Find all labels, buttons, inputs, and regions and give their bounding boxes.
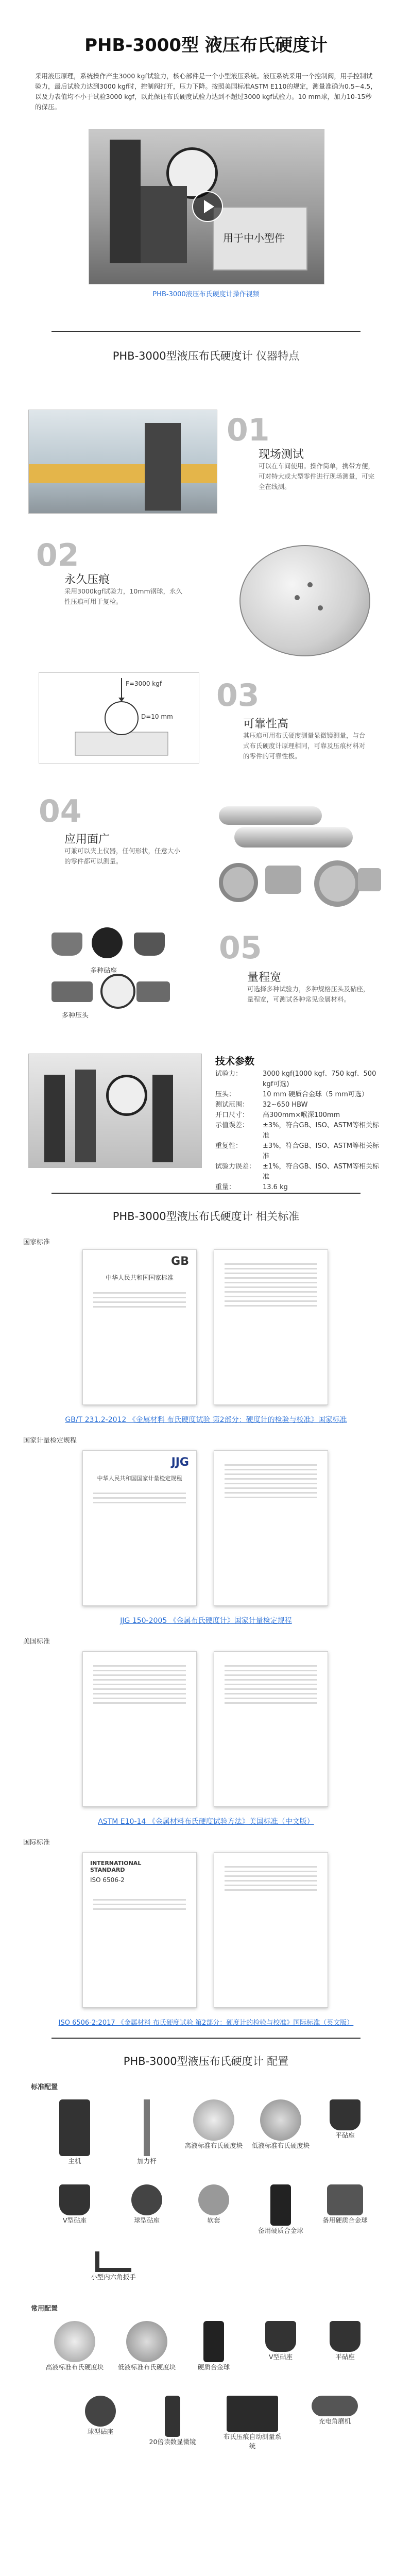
config-item-label: V型砧座 <box>268 2353 293 2361</box>
spec-value: ±3%，符合GB、ISO、ASTM等相关标准 <box>263 1142 380 1160</box>
gauge-image <box>100 974 135 1009</box>
spec-value: 3000 kgf(1000 kgf、750 kgf、500 kgf可选) <box>263 1070 376 1088</box>
doc-line <box>93 1899 186 1901</box>
doc-line <box>225 1889 317 1891</box>
specs-title: 技术参数 <box>215 1056 255 1067</box>
ball-circle <box>105 702 138 735</box>
block-image <box>260 2099 301 2141</box>
features-title-sub: 仪器特点 <box>256 350 300 362</box>
play-button[interactable] <box>192 191 223 222</box>
features-title <box>0 348 412 363</box>
block-image <box>54 2321 95 2362</box>
config-item <box>116 2184 178 2225</box>
section-rule <box>52 331 360 332</box>
feature-title: 可靠性高 <box>243 718 289 731</box>
spec-row <box>215 1162 385 1182</box>
lever-image <box>144 2099 150 2156</box>
ball-holder-image <box>203 2321 224 2362</box>
doc-line <box>93 1292 186 1294</box>
doc-mark: JJG <box>171 1456 189 1469</box>
force-label: F=3000 kgf <box>126 680 162 687</box>
anvil-image <box>330 2099 360 2130</box>
config-item-label: 高液标准布氏硬度块 <box>45 2363 104 2371</box>
spec-value: 13.6 kg <box>263 1183 288 1191</box>
config-item-label: 主机 <box>68 2157 81 2165</box>
indentation-diagram <box>39 672 199 764</box>
spec-row <box>215 1182 385 1193</box>
config-item <box>250 2099 312 2150</box>
standards-title <box>0 1208 412 1224</box>
doc-line <box>93 1688 186 1690</box>
config-item-label: 离液标准布氏硬度块 <box>184 2142 243 2149</box>
doc-line <box>93 1670 186 1671</box>
doc-line <box>225 1497 317 1498</box>
feature-text: 可兼可以夹上仪器，任何形状，任意大小的零件都可以测量。 <box>64 847 181 865</box>
doc-line <box>225 1464 317 1466</box>
standard-doc-cover <box>82 1450 197 1606</box>
diameter-label: D=10 mm <box>141 713 173 720</box>
machine-silhouette <box>75 1070 96 1162</box>
heads-photo <box>52 925 173 1023</box>
ring-image <box>219 863 258 902</box>
machine-silhouette <box>44 1075 65 1162</box>
indent-mark <box>295 595 300 600</box>
config-item <box>314 2321 376 2361</box>
feature-number: 05 <box>219 930 262 966</box>
spec-value: 10 mm 硬质合金球（5 mm可选） <box>263 1091 368 1098</box>
config-item <box>314 2099 376 2140</box>
config-item-label: 低液标准布氏硬度块 <box>251 2142 310 2149</box>
feature-text: 采用3000kgf试验力，10mm钢球，永久性压痕可用于复检。 <box>64 587 183 605</box>
standard-config-label: 标准配置 <box>31 2083 58 2091</box>
standard-link[interactable]: ASTM E10-14 《金属材料布氏硬度试验方法》美国标准（中文版） <box>98 1818 314 1826</box>
indent-mark <box>318 605 323 611</box>
config-item-label: 软套 <box>207 2216 220 2224</box>
doc-line <box>93 1665 186 1667</box>
page-title: PHB-3000型 液压布氏硬度计 <box>84 35 328 56</box>
doc-line <box>225 1478 317 1480</box>
head-image <box>136 981 170 1002</box>
standard-group-label: 国家计量检定规程 <box>23 1437 77 1445</box>
doc-line <box>225 1277 317 1279</box>
test-block-image <box>239 545 370 656</box>
doc-line <box>225 1492 317 1494</box>
config-item-label: 小型内六角扳手 <box>91 2273 136 2281</box>
doc-line <box>93 1908 186 1910</box>
doc-line <box>225 1875 317 1877</box>
spec-key: 压头： <box>215 1091 236 1098</box>
doc-line <box>225 1698 317 1699</box>
feature-number: 04 <box>39 793 82 829</box>
parts-photo <box>214 796 384 904</box>
doc-line <box>225 1670 317 1671</box>
standard-link[interactable]: JJG 150-2005 《金属布氏硬度计》国家计量检定规程 <box>120 1617 292 1625</box>
press-body <box>141 186 187 263</box>
config-item-label: 低液标准布氏硬度块 <box>117 2363 176 2371</box>
spec-row <box>215 1141 385 1162</box>
config-item-label: 布氏压痕自动测量系统 <box>223 2433 282 2450</box>
spec-key: 测试范围： <box>215 1101 249 1109</box>
microscope-image <box>165 2396 180 2437</box>
factory-photo <box>28 410 217 514</box>
anvil-image <box>59 2184 90 2215</box>
standard-doc-cover <box>82 1249 197 1405</box>
config-item <box>183 2184 245 2225</box>
sleeve-image <box>198 2184 229 2215</box>
doc-line <box>225 1263 317 1265</box>
feature-title: 量程宽 <box>247 971 282 984</box>
tester-silhouette <box>145 423 181 511</box>
standard-doc-page <box>214 1651 328 1807</box>
ring-image <box>314 860 360 907</box>
feature-title: 永久压痕 <box>64 573 110 586</box>
specimen-rect <box>75 732 168 755</box>
section-rule <box>52 2038 360 2039</box>
doc-line <box>225 1684 317 1685</box>
anvil-image <box>330 2321 360 2352</box>
spec-value: 32~650 HBW <box>263 1101 308 1109</box>
spec-key: 重量： <box>215 1183 236 1191</box>
doc-title: ISO 6506-2 <box>90 1876 125 1884</box>
config-item-label: 平砧座 <box>335 2131 355 2139</box>
config-item-label: 硬质合金球 <box>197 2363 230 2371</box>
doc-line <box>93 1904 186 1905</box>
doc-line <box>93 1306 186 1308</box>
doc-line <box>225 1885 317 1886</box>
config-item-label: 20倍读数显微镜 <box>149 2438 196 2446</box>
doc-line <box>93 1684 186 1685</box>
doc-line <box>225 1286 317 1288</box>
config-item <box>183 2099 245 2150</box>
doc-line <box>93 1497 186 1499</box>
anvil-image <box>92 927 123 958</box>
config-item-label: 平砧座 <box>335 2353 355 2361</box>
doc-line <box>225 1702 317 1704</box>
section-rule <box>52 1193 360 1194</box>
doc-title: 中华人民共和国国家标准 <box>105 1274 174 1281</box>
doc-line <box>93 1674 186 1676</box>
standard-group-label: 国家标准 <box>23 1239 50 1246</box>
standard-doc-page <box>214 1450 328 1606</box>
config-item <box>44 2099 106 2165</box>
doc-line <box>93 1693 186 1694</box>
standard-doc-page <box>214 1852 328 2008</box>
doc-mark: INTERNATIONAL STANDARD <box>90 1860 142 1873</box>
standard-doc-cover <box>82 1852 197 2008</box>
config-item <box>116 2321 178 2371</box>
doc-line <box>225 1291 317 1293</box>
machines-photo <box>28 1054 202 1168</box>
anvil-image <box>131 2184 162 2215</box>
config-item <box>82 2251 144 2281</box>
config-item-label: 备用硬质合金球 <box>258 2227 303 2234</box>
spec-row <box>215 1090 385 1100</box>
case-image <box>327 2184 363 2215</box>
config-title-sub: 配置 <box>267 2055 289 2067</box>
anvil-image <box>134 933 165 956</box>
gauge-dial <box>106 1075 147 1116</box>
spec-key: 示值误差： <box>215 1122 249 1129</box>
standard-group-label: 美国标准 <box>23 1638 50 1646</box>
doc-line <box>225 1300 317 1302</box>
doc-line <box>225 1871 317 1872</box>
spec-key: 试验力误差： <box>215 1163 256 1171</box>
doc-line <box>225 1688 317 1690</box>
machine-frame <box>110 140 141 263</box>
doc-line <box>225 1282 317 1283</box>
standards-title-main: PHB-3000型液压布氏硬度计 <box>112 1210 253 1223</box>
standards-title-sub: 相关标准 <box>256 1210 300 1223</box>
config-item <box>221 2396 283 2450</box>
grinder-image <box>312 2396 358 2416</box>
doc-line <box>225 1296 317 1297</box>
feature-number: 02 <box>36 537 79 573</box>
doc-line <box>225 1305 317 1307</box>
config-item <box>314 2184 376 2225</box>
spec-value: 高300mm×喉深100mm <box>263 1111 340 1119</box>
doc-line <box>225 1273 317 1274</box>
config-item-label: 备用硬质合金球 <box>322 2216 368 2224</box>
spec-row <box>215 1121 385 1141</box>
video-caption[interactable]: PHB-3000液压布氏硬度计操作视频 <box>152 291 260 298</box>
intro-text: 采用液压原理，系统操作产生3000 kgf试验力，核心部件是一个小型液压系统。液压系统采用一个控制阀，用手控制试验力，最后试验力达到3000 kgf时，控制阀打开，压力下降。按照美国标准ASTM E110的规定，测量准确为0.5~4.5，以及力表值均不小于试验3000 kgf，以此保证布氏硬度试验力达到不超过3000 kgf试验力。10 mm球，加力10-15秒的保压。 <box>35 72 377 111</box>
indent-mark <box>307 582 313 587</box>
anvil-image <box>52 933 82 956</box>
config-item <box>44 2184 106 2225</box>
features-title-main: PHB-3000型液压布氏硬度计 <box>112 350 253 362</box>
doc-line <box>225 1665 317 1667</box>
feature-number: 03 <box>216 677 260 714</box>
part-image <box>358 868 381 891</box>
machine-silhouette <box>152 1075 173 1162</box>
config-title <box>0 2053 412 2069</box>
feature-title: 现场测试 <box>259 448 304 461</box>
standard-link[interactable]: GB/T 231.2-2012 《金属材料 布氏硬度试验 第2部分：硬度计的检验与校准》国家标准 <box>65 1416 347 1424</box>
ball-holder-image <box>270 2184 291 2226</box>
standard-doc-page <box>214 1249 328 1405</box>
doc-line <box>225 1483 317 1484</box>
feature-text: 可选择多种试验力，多种规格压头及砧座，量程宽，可测试各种常见金属材料。 <box>247 985 370 1003</box>
feature-number: 01 <box>227 412 270 448</box>
play-icon <box>204 200 214 213</box>
feature-text: 可以在车间使用。操作简单，携带方便，可对特大或大型零件进行现场测量，可完全在线测。 <box>259 462 375 490</box>
doc-title: 中华人民共和国国家计量检定规程 <box>97 1475 182 1482</box>
measuring-system-image <box>227 2396 278 2432</box>
common-config-label: 常用配置 <box>31 2305 58 2313</box>
anvil-image <box>85 2396 116 2427</box>
config-item-label: 球型砧座 <box>87 2428 113 2435</box>
photo-overlay-text: 用于中小型件 <box>223 232 285 244</box>
block-image <box>193 2099 234 2141</box>
spec-key: 重复性： <box>215 1142 243 1150</box>
spec-row <box>215 1100 385 1110</box>
doc-line <box>225 1487 317 1489</box>
config-item <box>250 2184 312 2235</box>
config-title-main: PHB-3000型液压布氏硬度计 <box>123 2055 264 2067</box>
doc-line <box>225 1473 317 1475</box>
config-item-label: V型砧座 <box>62 2216 87 2224</box>
config-item <box>70 2396 131 2436</box>
spec-row <box>215 1069 385 1090</box>
pipe-image <box>219 806 322 825</box>
config-item <box>250 2321 312 2361</box>
config-item-label: 球型砧座 <box>133 2216 160 2224</box>
doc-line <box>93 1301 186 1303</box>
spec-row <box>215 1110 385 1121</box>
anvil-image <box>265 2321 296 2352</box>
standard-link[interactable]: ISO 6506-2:2017 《金属材料 布氏硬度试验 第2部分：硬度计的检验与校准》国际标准（英文版） <box>58 2019 354 2027</box>
multi-anvil-label: 多种砧座 <box>90 967 117 975</box>
standard-doc-page <box>82 1651 197 1807</box>
doc-line <box>225 1674 317 1676</box>
feature-text: 其压痕可用布氏硬度测量显微镜测量，与台式布氏硬度计原理相同，可靠及压痕材料对的零件的可靠性极。 <box>243 732 366 760</box>
doc-line <box>93 1297 186 1298</box>
doc-line <box>93 1493 186 1494</box>
doc-line <box>225 1866 317 1868</box>
wrench-image <box>95 2251 131 2272</box>
config-item-label: 加力杆 <box>137 2157 157 2165</box>
ball-indent-svg <box>39 673 199 763</box>
doc-line <box>93 1679 186 1681</box>
yellow-rail <box>29 464 217 483</box>
config-item-label: 充电角磨机 <box>318 2417 351 2425</box>
spec-value: ±3%，符合GB、ISO、ASTM等相关标准 <box>263 1122 380 1140</box>
video-thumbnail[interactable] <box>89 129 324 284</box>
pipe-image <box>234 827 353 848</box>
doc-mark: GB <box>171 1255 189 1268</box>
arrow-head <box>118 698 125 702</box>
block-image <box>126 2321 167 2362</box>
standard-group-label: 国际标准 <box>23 1839 50 1846</box>
config-item <box>183 2321 245 2371</box>
doc-line <box>225 1268 317 1269</box>
feature-title: 应用面广 <box>64 833 110 846</box>
specs-table <box>215 1069 385 1193</box>
config-item <box>116 2099 178 2165</box>
multi-head-label: 多种压头 <box>62 1012 89 1020</box>
doc-line <box>225 1880 317 1882</box>
doc-line <box>225 1693 317 1694</box>
config-item <box>304 2396 366 2426</box>
spec-value: ±1%，符合GB、ISO、ASTM等相关标准 <box>263 1163 380 1181</box>
doc-line <box>225 1679 317 1681</box>
spec-key: 试验力： <box>215 1070 243 1078</box>
config-item <box>44 2321 106 2371</box>
doc-line <box>93 1502 186 1503</box>
doc-line <box>93 1698 186 1699</box>
doc-line <box>93 1702 186 1704</box>
head-image <box>52 981 93 1002</box>
main-unit-image <box>59 2099 90 2156</box>
spec-key: 开口尺寸： <box>215 1111 249 1119</box>
config-item <box>142 2396 203 2446</box>
part-image <box>265 866 301 894</box>
doc-line <box>225 1469 317 1470</box>
